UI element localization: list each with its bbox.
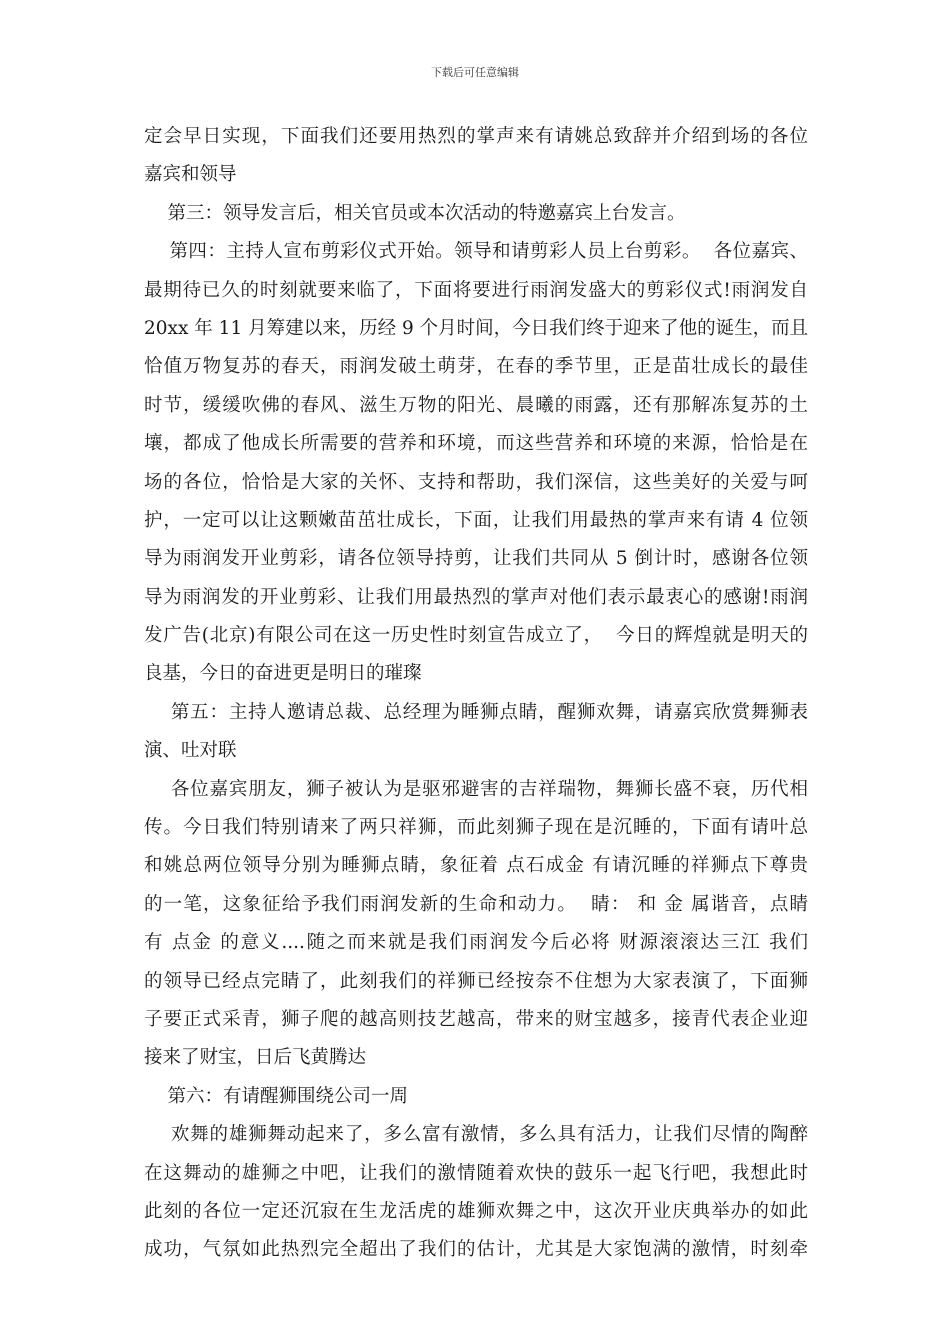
page-header-note: 下载后可任意编辑	[431, 66, 519, 79]
text-line: 有 点金 的意义....随之而来就是我们雨润发今后必将 财源滚滚达三江 我们	[144, 932, 808, 954]
text-line: 接来了财宝，日后飞黄腾达	[144, 1047, 367, 1069]
text-line: 成功，气氛如此热烈完全超出了我们的估计，尤其是大家饱满的激情，时刻牵	[144, 1239, 808, 1261]
text-line: 恰值万物复苏的春天，雨润发破土萌芽，在春的季节里，正是苗壮成长的最佳	[144, 356, 808, 378]
text-line: 传。今日我们特别请来了两只祥狮，而此刻狮子现在是沉睡的，下面有请叶总	[144, 817, 808, 839]
text-line: 护，一定可以让这颗嫩苗茁壮成长，下面，让我们用最热的掌声来有请 4 位领	[144, 509, 808, 531]
text-line: 的领导已经点完睛了，此刻我们的祥狮已经按奈不住想为大家表演了，下面狮	[144, 970, 808, 992]
text-line: 最期待已久的时刻就要来临了，下面将要进行雨润发盛大的剪彩仪式!雨润发自	[144, 279, 808, 301]
text-line: 定会早日实现，下面我们还要用热烈的掌声来有请姚总致辞并介绍到场的各位	[144, 126, 808, 147]
text-line: 子要正式采青，狮子爬的越高则技艺越高，带来的财宝越多，接青代表企业迎	[144, 1008, 808, 1030]
text-line: 导为雨润发的开业剪彩、让我们用最热烈的掌声对他们表示最衷心的感谢!雨润	[144, 586, 808, 608]
text-line: 场的各位，恰恰是大家的关怀、支持和帮助，我们深信，这些美好的关爱与呵	[144, 471, 808, 493]
text-line: 第六：有请醒狮围绕公司一周	[144, 1085, 409, 1107]
text-line: 各位嘉宾朋友，狮子被认为是驱邪避害的吉祥瑞物，舞狮长盛不衰，历代相	[144, 778, 808, 800]
text-line: 第四：主持人宣布剪彩仪式开始。领导和请剪彩人员上台剪彩。 各位嘉宾、	[144, 241, 808, 263]
text-line: 欢舞的雄狮舞动起来了，多么富有激情，多么具有活力，让我们尽情的陶醉	[144, 1124, 808, 1146]
text-line: 良基，今日的奋进更是明日的璀璨	[144, 663, 422, 685]
text-line: 的一笔，这象征给予我们雨润发新的生命和动力。 睛： 和 金 属谐音，点睛	[144, 893, 808, 915]
text-line: 在这舞动的雄狮之中吧，让我们的激情随着欢快的鼓乐一起飞行吧，我想此时	[144, 1162, 808, 1184]
text-line: 第五：主持人邀请总裁、总经理为睡狮点睛，醒狮欢舞，请嘉宾欣赏舞狮表	[144, 701, 808, 723]
text-line: 壤，都成了他成长所需要的营养和环境，而这些营养和环境的来源，恰恰是在	[144, 433, 808, 455]
text-line: 演、吐对联	[144, 740, 237, 762]
text-line: 发广告(北京)有限公司在这一历史性时刻宣告成立了， 今日的辉煌就是明天的	[144, 625, 808, 647]
document-body	[144, 118, 808, 1270]
text-line: 第三：领导发言后，相关官员或本次活动的特邀嘉宾上台发言。	[144, 202, 686, 224]
text-line: 20xx 年 11 月筹建以来，历经 9 个月时间，今日我们终于迎来了他的诞生，而且	[144, 317, 809, 339]
text-line: 此刻的各位一定还沉寂在生龙活虎的雄狮欢舞之中，这次开业庆典举办的如此	[144, 1200, 808, 1222]
text-line: 嘉宾和领导	[144, 164, 237, 186]
text-line: 时节，缓缓吹佛的春风、滋生万物的阳光、晨曦的雨露，还有那解冻复苏的土	[144, 394, 808, 416]
text-line: 和姚总两位领导分别为睡狮点睛，象征着 点石成金 有请沉睡的祥狮点下尊贵	[144, 855, 808, 877]
text-line: 导为雨润发开业剪彩，请各位领导持剪，让我们共同从 5 倒计时，感谢各位领	[144, 548, 808, 570]
